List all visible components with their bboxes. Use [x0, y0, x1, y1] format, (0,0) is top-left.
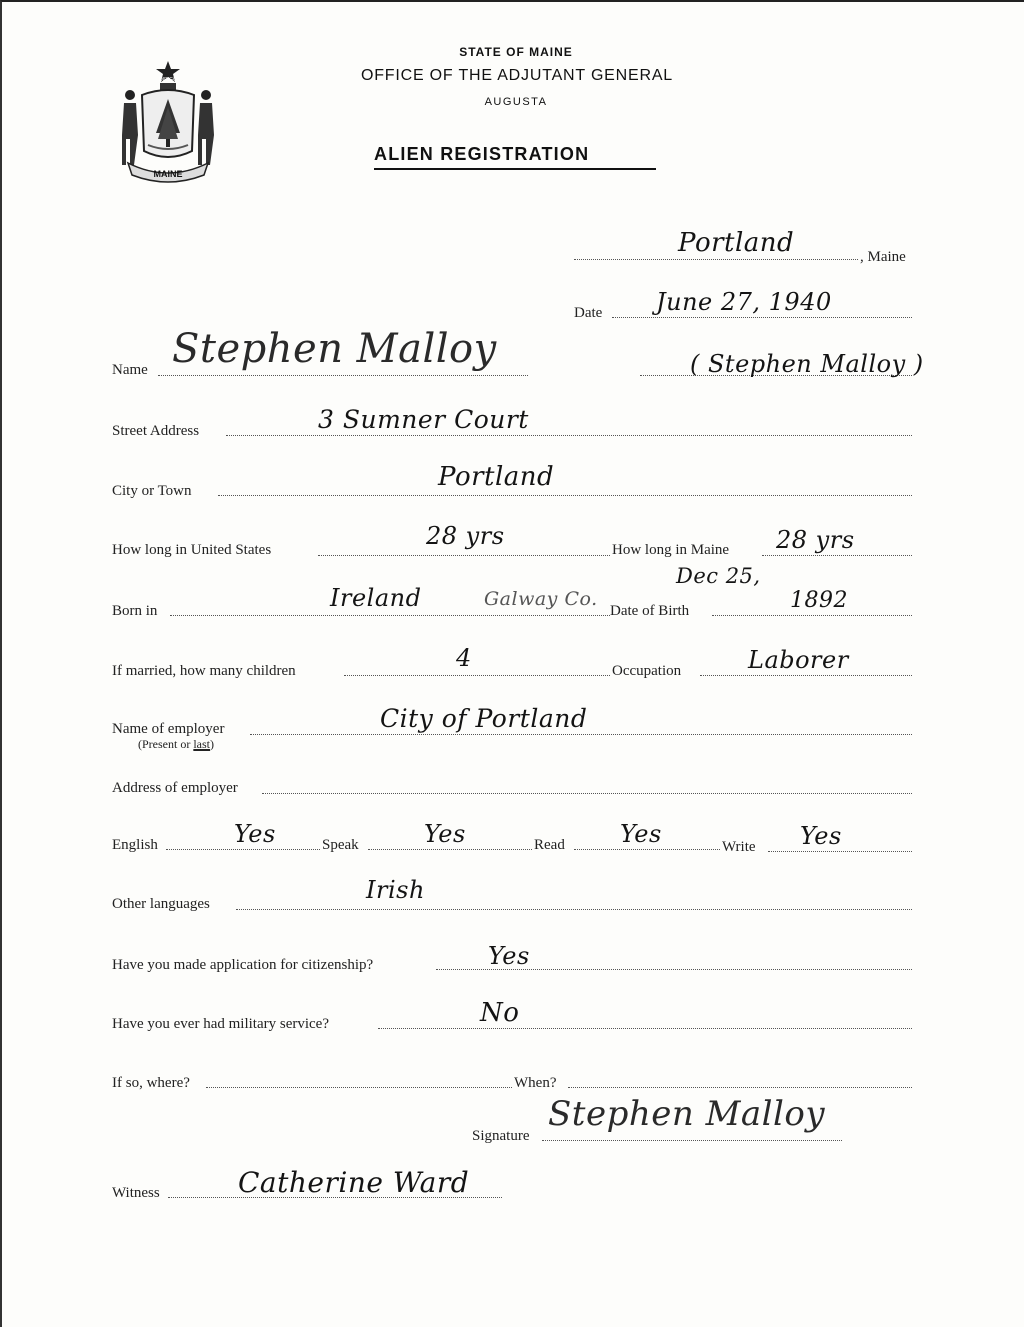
place-value: Portland [678, 228, 795, 258]
other-languages-line [236, 908, 912, 910]
name-label: Name [112, 362, 148, 378]
employer-label: Name of employer [112, 721, 225, 737]
children-value: 4 [456, 644, 472, 672]
employer-value: City of Portland [380, 704, 588, 733]
write-value: Yes [800, 822, 842, 850]
english-label: English [112, 837, 158, 853]
signature-line [542, 1139, 842, 1141]
other-languages-value: Irish [366, 876, 425, 904]
citizenship-label: Have you made application for citizenship? [112, 957, 374, 973]
how-long-us-value: 28 yrs [426, 522, 505, 550]
header-office: OFFICE OF THE ADJUTANT GENERAL [360, 67, 674, 84]
employer-address-line [262, 792, 912, 794]
title-underline [374, 168, 656, 170]
employer-sublabel-prefix: (Present or [138, 737, 194, 751]
where-line [206, 1086, 512, 1088]
citizenship-value: Yes [488, 942, 530, 970]
born-in-value: Ireland [330, 584, 422, 612]
name-line [158, 374, 528, 376]
military-line [378, 1027, 912, 1029]
employer-address-label: Address of employer [112, 780, 238, 796]
street-address-label: Street Address [112, 423, 200, 439]
military-value: No [480, 998, 520, 1028]
military-label: Have you ever had military service? [112, 1016, 329, 1032]
city-town-label: City or Town [112, 483, 192, 499]
children-label: If married, how many children [112, 663, 296, 679]
occupation-label: Occupation [612, 663, 682, 679]
occupation-value: Laborer [748, 646, 849, 674]
employer-line [250, 733, 912, 735]
city-town-value: Portland [438, 462, 555, 492]
how-long-us-line [318, 554, 610, 556]
seal-motto-text: DIRIGO [159, 77, 177, 83]
write-label: Write [722, 839, 756, 855]
date-of-birth-year: 1892 [790, 588, 848, 613]
when-label: When? [514, 1075, 557, 1091]
date-label: Date [574, 305, 603, 321]
speak-label: Speak [322, 837, 359, 853]
read-line [574, 848, 720, 850]
form-title-text: ALIEN REGISTRATION [374, 144, 590, 164]
speak-line [368, 848, 532, 850]
read-value: Yes [620, 820, 662, 848]
place-line [574, 258, 858, 260]
date-value: June 27, 1940 [656, 288, 832, 316]
how-long-us-label: How long in United States [112, 542, 272, 558]
occupation-line [700, 674, 912, 676]
street-address-line [226, 434, 912, 436]
date-of-birth-day: Dec 25, [676, 564, 761, 588]
how-long-maine-line [762, 554, 912, 556]
where-label: If so, where? [112, 1075, 190, 1091]
name-value: Stephen Malloy [172, 326, 497, 372]
english-value: Yes [234, 820, 276, 848]
name-annotation: ( Stephen Malloy ) [690, 350, 924, 378]
date-line [612, 316, 912, 318]
employer-sublabel-suffix: ) [210, 737, 214, 751]
employer-sublabel [138, 737, 216, 752]
witness-label: Witness [112, 1185, 160, 1201]
street-address-value: 3 Sumner Court [318, 405, 529, 434]
signature-label: Signature [472, 1128, 530, 1144]
city-town-line [218, 494, 912, 496]
form-title [374, 144, 656, 170]
signature-value: Stephen Malloy [548, 1094, 826, 1134]
place-suffix: , Maine [860, 249, 906, 265]
born-in-line [170, 614, 610, 616]
date-of-birth-label: Date of Birth [610, 603, 690, 619]
born-in-county: Galway Co. [484, 588, 598, 610]
how-long-maine-label: How long in Maine [612, 542, 730, 558]
english-line [166, 848, 320, 850]
header-city: AUGUSTA [484, 96, 548, 108]
header-state: STATE OF MAINE [459, 45, 573, 59]
write-line [768, 850, 912, 852]
born-in-label: Born in [112, 603, 158, 619]
employer-sublabel-last: last [193, 737, 210, 751]
witness-value: Catherine Ward [238, 1166, 470, 1199]
seal-banner-text: MAINE [153, 169, 183, 179]
other-languages-label: Other languages [112, 896, 210, 912]
children-line [344, 674, 610, 676]
read-label: Read [534, 837, 565, 853]
how-long-maine-value: 28 yrs [776, 526, 855, 554]
date-of-birth-line [712, 614, 912, 616]
when-line [568, 1086, 912, 1088]
speak-value: Yes [424, 820, 466, 848]
